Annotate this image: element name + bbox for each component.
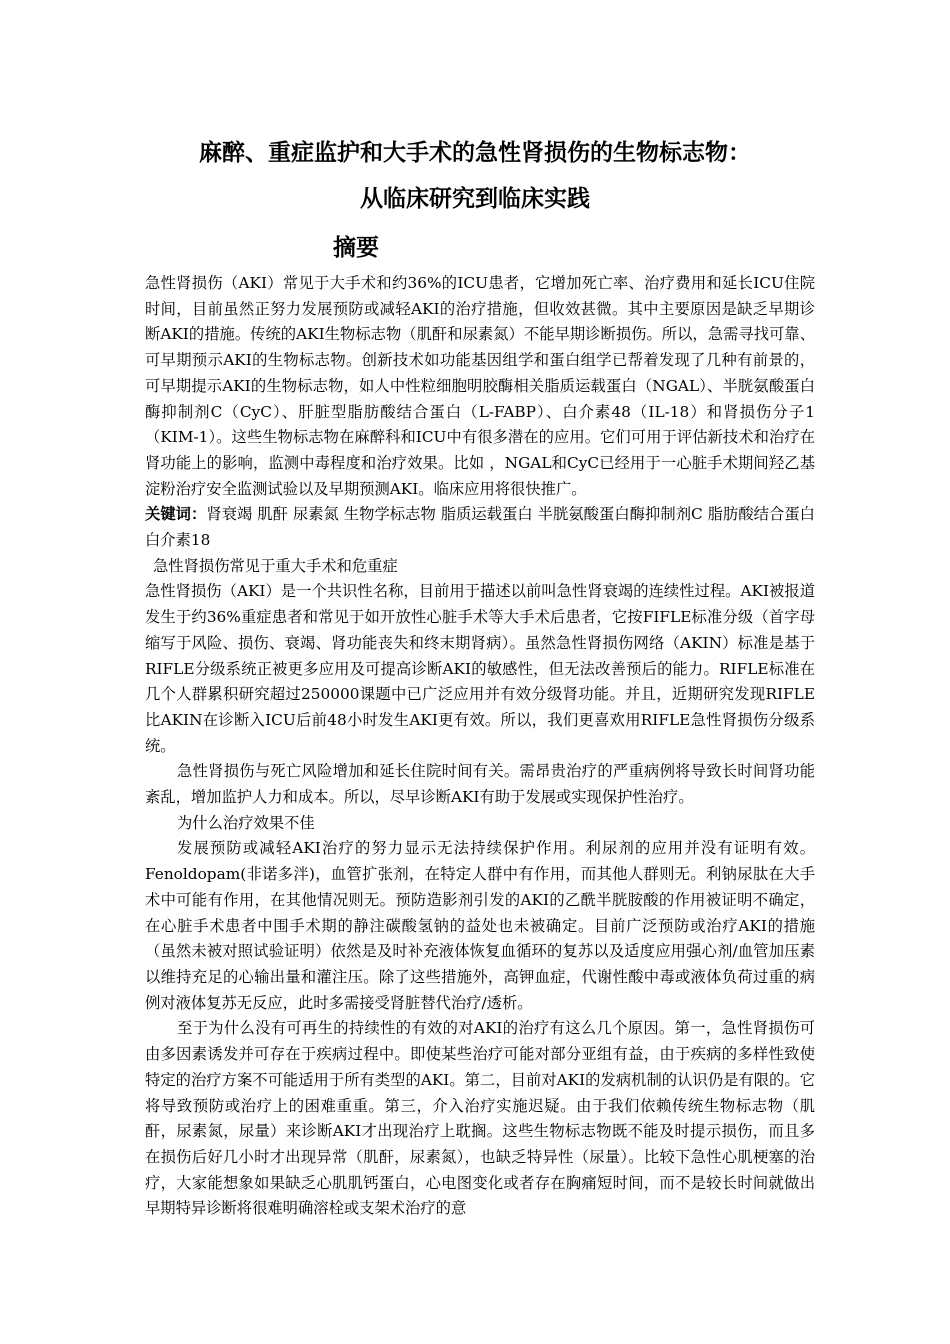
keywords-text: 肾衰竭 肌酐 尿素氮 生物学标志物 脂质运载蛋白 半胱氨酸蛋白酶抑制剂C 脂肪酸结合蛋白 白介素18 xyxy=(145,505,815,550)
document-body xyxy=(145,271,815,1222)
section-2-paragraph-1: 发展预防或减轻AKI治疗的努力显示无法持续保护作用。利尿剂的应用并没有证明有效。Fenoldopam(非诺多泮)，血管扩张剂，在特定人群中有作用，而其他人群则无。利钠尿肽在大手术中可能有作用，在其他情况则无。预防造影剂引发的AKI的乙酰半胱胺酸的作用被证明不确定，在心脏手术患者中围手术期的静注碳酸氢钠的益处也未被确定。目前广泛预防或治疗AKI的措施（虽然未被对照试验证明）依然是及时补充液体恢复血循环的复苏以及适度应用强心剂/血管加压素以维持充足的心输出量和灌注压。除了这些措施外，高钾血症，代谢性酸中毒或液体负荷过重的病例对液体复苏无反应，此时多需接受肾脏替代治疗/透析。 xyxy=(145,839,815,1012)
title-line-1: 麻醉、重症监护和大手术的急性肾损伤的生物标志物： xyxy=(199,140,751,166)
section-2-paragraph-2: 至于为什么没有可再生的持续性的有效的对AKI的治疗有这么几个原因。第一，急性肾损伤可由多因素诱发并可存在于疾病过程中。即使某些治疗可能对部分亚组有益，由于疾病的多样性致使特定的治疗方案不可能适用于所有类型的AKI。第二，目前对AKI的发病机制的认识仍是有限的。它将导致预防或治疗上的困难重重。第三，介入治疗实施迟疑。由于我们依赖传统生物标志物（肌酐，尿素氮，尿量）来诊断AKI才出现治疗上耽搁。这些生物标志物既不能及时提示损伤，而且多在损伤后好几小时才出现异常（肌酐，尿素氮），也缺乏特异性（尿量）。比较下急性心肌梗塞的治疗，大家能想象如果缺乏心肌肌钙蛋白，心电图变化或者存在胸痛短时间，而不是较长时间就做出早期特异诊断将很难明确溶栓或支架术治疗的意 xyxy=(145,1019,815,1218)
section-1-paragraph-1: 急性肾损伤（AKI）是一个共识性名称，目前用于描述以前叫急性肾衰竭的连续性过程。AKI被报道发生于约36%重症患者和常见于如开放性心脏手术等大手术后患者，它按FIFLE标准分级（首字母缩写于风险、损伤、衰竭、肾功能丧失和终末期肾病）。虽然急性肾损伤网络（AKIN）标准是基于RIFLE分级系统正被更多应用及可提高诊断AKI的敏感性，但无法改善预后的能力。RIFLE标准在几个人群累积研究超过250000课题中已广泛应用并有效分级肾功能。并且，近期研究发现RIFLE比AKIN在诊断入ICU后前48小时发生AKI更有效。所以，我们更喜欢用RIFLE急性肾损伤分级系统。 xyxy=(145,582,815,755)
section-heading-1: 急性肾损伤常见于重大手术和危重症 xyxy=(153,556,398,575)
section-1-paragraph-2: 急性肾损伤与死亡风险增加和延长住院时间有关。需昂贵治疗的严重病例将导致长时间肾功能紊乱，增加监护人力和成本。所以，尽早诊断AKI有助于发展或实现保护性治疗。 xyxy=(145,762,815,807)
section-heading-2: 为什么治疗效果不佳 xyxy=(177,813,315,832)
abstract-paragraph: 急性肾损伤（AKI）常见于大手术和约36%的ICU患者，它增加死亡率、治疗费用和延长ICU住院时间，目前虽然正努力发展预防或减轻AKI的治疗措施，但收效甚微。其中主要原因是缺乏早期诊断AKI的措施。传统的AKI生物标志物（肌酐和尿素氮）不能早期诊断损伤。所以，急需寻找可靠、可早期预示AKI的生物标志物。创新技术如功能基因组学和蛋白组学已帮着发现了几种有前景的，可早期提示AKI的生物标志物，如人中性粒细胞明胶酶相关脂质运载蛋白（NGAL）、半胱氨酸蛋白酶抑制剂C（CyC）、肝脏型脂肪酸结合蛋白（L-FABP）、白介素48（IL-18）和肾损伤分子1（KIM-1）。这些生物标志物在麻醉科和ICU中有很多潜在的应用。它们可用于评估新技术和治疗在肾功能上的影响，监测中毒程度和治疗效果。比如 ，NGAL和CyC已经用于一心脏手术期间羟乙基淀粉治疗安全监测试验以及早期预测AKI。临床应用将很快推广。 xyxy=(145,274,815,498)
title-line-2: 从临床研究到临床实践 xyxy=(360,186,590,212)
keywords-label: 关键词： xyxy=(145,505,207,524)
keywords-paragraph xyxy=(145,502,815,553)
abstract-heading: 摘要 xyxy=(333,235,379,261)
